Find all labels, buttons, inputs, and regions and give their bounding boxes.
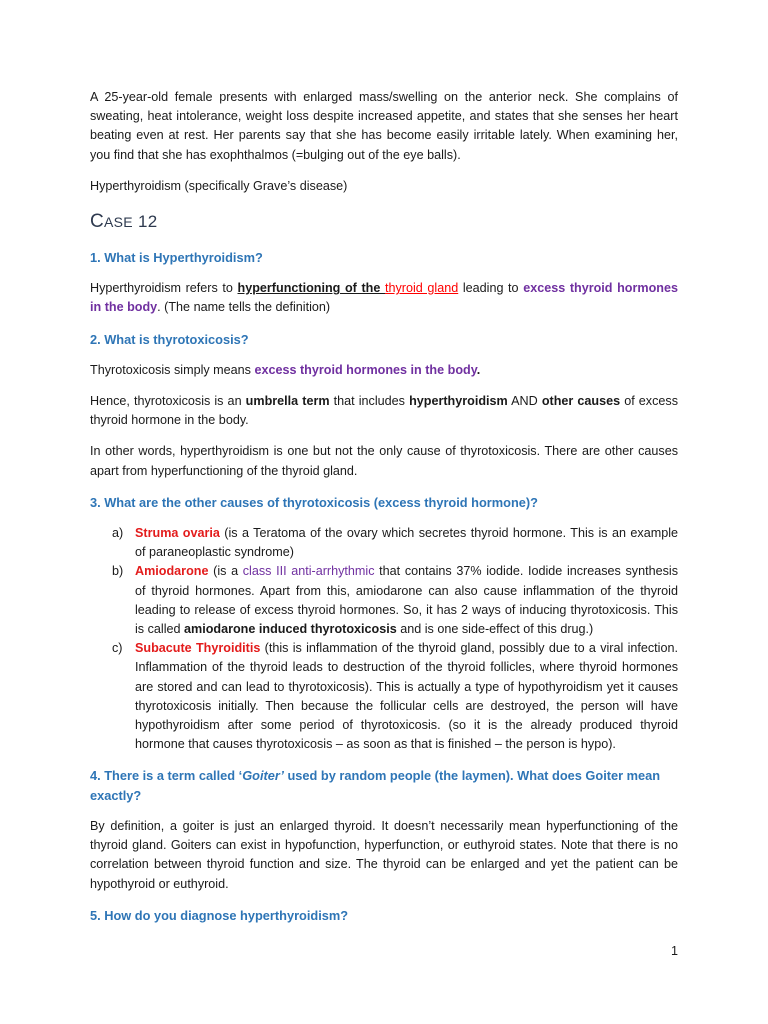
- question-1-heading: 1. What is Hyperthyroidism?: [90, 250, 263, 266]
- case-title: CASE 12: [90, 211, 158, 233]
- list-marker: a): [112, 526, 124, 541]
- case-vignette: A 25-year-old female presents with enlarged mass/swelling on the anterior neck. She complains of sweating, heat intolerance, weight loss despite increased appetite, and states that she senses her heart beating even at rest. Her parents say that she has become easily irritable lately. When examining her, you find that she has exophthalmos (=bulging out of the eye balls).: [90, 90, 678, 162]
- question-5-heading: 5. How do you diagnose hyperthyroidism?: [90, 907, 349, 923]
- question-1-answer: Hyperthyroidism refers to hyperfunctioning of the thyroid gland leading to excess thyroid hormones in the body. (The name tells the definition): [90, 281, 678, 315]
- question-2-answer-3: In other words, hyperthyroidism is one but not the only cause of thyrotoxicosis. There are other causes apart from hyperfunctioning of the thyroid gland.: [90, 444, 678, 478]
- list-item: c) Subacute Thyroiditis (this is inflammation of the thyroid gland, possibly due to a viral infection. Inflammation of the thyroid leads to destruction of the thyroid follicles, where thyroid hormones are stored and can lead to thyrotoxicosis). This is actually a type of hypothyroidism yet it causes thyrotoxicosis initially. Then because the follicular cells are destroyed, the person will have hypothyroidism after some period of thyrotoxicosis. (so it is the already produced thyroid hormone that causes thyrotoxicosis – as soon as that is finished – the person is hypo).: [90, 639, 678, 754]
- document-page: [90, 88, 678, 937]
- list-marker: b): [112, 564, 124, 579]
- list-item: a) Struma ovaria (is a Teratoma of the ovary which secretes thyroid hormone. This is an example of paraneoplastic syndrome): [90, 524, 678, 562]
- question-3-heading: 3. What are the other causes of thyrotoxicosis (excess thyroid hormone)?: [90, 494, 538, 510]
- question-4-heading: 4. There is a term called ‘Goiter’ used by random people (the laymen). What does Goiter mean exactly?: [90, 768, 661, 803]
- diagnosis-line: Hyperthyroidism (specifically Grave’s disease): [90, 178, 348, 193]
- list-marker: c): [112, 641, 123, 656]
- question-4-answer: By definition, a goiter is just an enlarged thyroid. It doesn’t necessarily mean hyperfunctioning of the thyroid gland. Goiters can exist in hypofunction, hyperfunction, or euthyroid states. Note that there is no correlation between thyroid function and size. The thyroid can be enlarged and yet the patient can be hypothyroid or euthyroid.: [90, 818, 678, 891]
- question-2-heading: 2. What is thyrotoxicosis?: [90, 331, 249, 347]
- question-2-answer-2: Hence, thyrotoxicosis is an umbrella term that includes hyperthyroidism AND other causes of excess thyroid hormone in the body.: [90, 394, 678, 428]
- page-number: 1: [670, 944, 678, 958]
- causes-list: [90, 524, 678, 754]
- question-2-answer-1: Thyrotoxicosis simply means excess thyroid hormones in the body.: [90, 362, 481, 377]
- list-item: b) Amiodarone (is a class III anti-arrhythmic that contains 37% iodide. Iodide increases synthesis of thyroid hormones. Apart from this, amiodarone can also cause inflammation of the thyroid leading to release of excess thyroid hormones. So, it has 2 ways of inducing thyrotoxicosis. This is called amiodarone induced thyrotoxicosis and is one side-effect of this drug.): [90, 562, 678, 639]
